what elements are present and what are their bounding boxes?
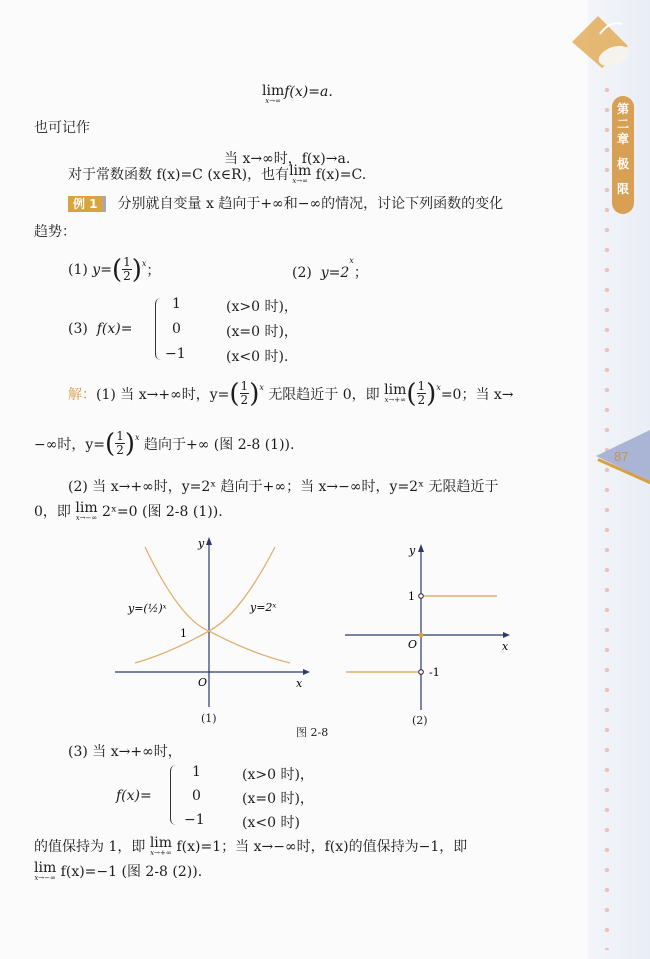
solution-p3-line2 xyxy=(34,836,467,857)
dotted-margin-line xyxy=(604,80,610,950)
solution-text: 的值保持为 1，即 xyxy=(34,839,146,855)
open-point-1 xyxy=(419,594,424,599)
piecewise-brace xyxy=(155,298,164,360)
exponent: x xyxy=(436,383,441,392)
subfigure-label-2: (2) xyxy=(412,714,428,727)
chapter-tab-char: 章 xyxy=(616,132,629,146)
lim-subscript: x→∞ xyxy=(265,97,281,105)
denominator: 2 xyxy=(116,443,124,457)
lim-subscript: x→+∞ xyxy=(150,849,172,857)
solution-p3-line3 xyxy=(34,861,202,882)
half-fraction xyxy=(112,256,146,283)
paren-left: ( xyxy=(111,254,123,285)
case-value: 0 xyxy=(192,788,201,804)
y-label: y xyxy=(198,537,205,550)
paren-right: ) xyxy=(131,254,142,285)
half-fraction xyxy=(406,380,440,407)
x-label: x xyxy=(502,640,509,653)
solution-text: (1) 当 x→+∞时，y= xyxy=(96,386,230,403)
graph-sign-function xyxy=(340,540,520,720)
lim-text: lim xyxy=(149,835,173,851)
origin-label: O xyxy=(198,676,208,689)
subfigure-label-1: (1) xyxy=(201,712,217,725)
lim-text: lim xyxy=(262,83,285,99)
case-value: 1 xyxy=(192,764,201,780)
example-label: 例 1 xyxy=(68,196,106,212)
chapter-tab-char: 极 xyxy=(616,157,629,171)
case-value: −1 xyxy=(165,346,186,362)
fraction xyxy=(115,430,125,457)
solution-p2-line1: (2) 当 x→+∞时，y=2ˣ 趋向于+∞；当 x→−∞时，y=2ˣ 无限趋近于 xyxy=(68,479,499,495)
exponent: x xyxy=(135,433,140,442)
solution-p1-line2 xyxy=(34,430,294,457)
example-text: 分别就自变量 x 趋向于+∞和−∞的情况，讨论下列函数的变化 xyxy=(117,196,504,212)
solution-text: 趋向于+∞ (图 2-8 (1)). xyxy=(143,436,295,453)
lim-text: lim xyxy=(384,382,407,398)
figure-caption: 图 2-8 xyxy=(296,726,329,739)
label-half-pow-x: y=(½)ˣ xyxy=(128,602,167,615)
lim-op xyxy=(289,164,311,185)
solution-p3-line1: (3) 当 x→+∞时， xyxy=(68,744,182,760)
also-written-text: 也可记作 xyxy=(34,120,90,136)
numerator: 1 xyxy=(240,379,249,393)
numerator: 1 xyxy=(417,379,426,393)
lim-subscript: x→−∞ xyxy=(75,514,98,522)
example-1-line1 xyxy=(68,193,503,213)
solution-text: 0，即 xyxy=(34,504,71,520)
const-fn-post: f(x)=C. xyxy=(311,167,367,183)
const-fn-pre: 对于常数函数 f(x)=C (x∈R)，也有 xyxy=(68,167,290,183)
item-number: (1) xyxy=(68,261,88,278)
case-condition: (x<0 时) xyxy=(242,815,300,831)
equation-arrow: 当 x→∞时，f(x)→a. xyxy=(224,151,351,167)
case-condition: (x=0 时)， xyxy=(242,791,314,807)
denominator: 2 xyxy=(417,393,426,407)
lim-op xyxy=(75,501,97,522)
exponent: x xyxy=(349,256,354,265)
chapter-tab-char: 第 xyxy=(616,102,629,116)
item-number: (3) xyxy=(68,321,88,337)
lim-text: lim xyxy=(34,860,57,876)
paren-left: ( xyxy=(229,378,240,409)
lim-text: lim xyxy=(75,500,98,516)
item-end: ； xyxy=(353,265,368,281)
y-label: y xyxy=(409,544,416,557)
chapter-tab-char: 限 xyxy=(616,182,629,196)
case-condition: (x>0 时)， xyxy=(226,299,298,315)
half-fraction xyxy=(105,430,139,457)
solution-p1-line1 xyxy=(68,380,514,407)
exponent: x xyxy=(259,383,264,392)
case-value: 1 xyxy=(172,296,181,312)
example-item-2 xyxy=(292,256,368,282)
fraction xyxy=(240,380,250,407)
solution-text: =0；当 x→ xyxy=(440,386,514,403)
paren-left: ( xyxy=(406,378,417,409)
origin-label: O xyxy=(408,638,418,651)
solution-label: 解： xyxy=(68,386,96,403)
denominator: 2 xyxy=(123,269,131,283)
lim-op xyxy=(262,84,284,105)
tick-1: 1 xyxy=(180,627,187,640)
paren-left: ( xyxy=(105,428,116,459)
lim-subscript: x→+∞ xyxy=(384,396,406,404)
numerator: 1 xyxy=(123,255,131,269)
equation-limit xyxy=(262,84,333,105)
lim-op xyxy=(34,861,56,882)
x-arrow-icon xyxy=(503,632,510,638)
fraction xyxy=(417,380,427,407)
paren-right: ) xyxy=(426,378,437,409)
equation-rest: f(x)=a. xyxy=(284,84,333,100)
lim-subscript: x→−∞ xyxy=(34,874,56,882)
solution-p2-line2 xyxy=(34,501,223,522)
piecewise-brace xyxy=(170,765,179,825)
p3-lhs: f(x)= xyxy=(116,788,152,804)
page-number: 87 xyxy=(614,449,629,464)
example-1-line2: 趋势： xyxy=(34,224,76,240)
lim-op xyxy=(150,836,172,857)
paren-right: ) xyxy=(249,378,260,409)
label-2-pow-x: y=2ˣ xyxy=(250,601,277,614)
item-expr: y= xyxy=(92,261,112,278)
case-value: −1 xyxy=(184,812,205,828)
tick-1: 1 xyxy=(408,590,415,603)
constant-function-text xyxy=(68,164,366,185)
exponent: x xyxy=(141,259,147,268)
item-lhs: f(x)= xyxy=(96,321,133,337)
open-point-neg1 xyxy=(419,670,424,675)
solution-text: −∞时，y= xyxy=(34,436,106,453)
tick-neg1: -1 xyxy=(429,666,440,679)
solution-text: 无限趋近于 0，即 xyxy=(268,386,380,403)
half-fraction xyxy=(229,380,263,407)
chapter-tab xyxy=(612,96,634,214)
chapter-tab-char: 二 xyxy=(616,117,629,131)
example-item-1 xyxy=(68,256,160,283)
decorative-mouse-icon xyxy=(570,12,630,70)
lim-text: lim xyxy=(289,163,312,179)
item-expr: y=2 xyxy=(320,265,350,281)
paren-right: ) xyxy=(124,428,135,459)
case-value: 0 xyxy=(172,321,181,337)
solution-text: 2ˣ=0 (图 2-8 (1)). xyxy=(97,504,223,520)
item-end: ； xyxy=(146,262,161,279)
x-label: x xyxy=(296,677,303,690)
graph-exponential xyxy=(110,535,310,710)
closed-point-origin xyxy=(419,633,424,638)
denominator: 2 xyxy=(240,393,249,407)
x-arrow-icon xyxy=(303,669,310,675)
solution-text: f(x)=1；当 x→−∞时，f(x)的值保持为−1，即 xyxy=(172,839,468,855)
item-number: (2) xyxy=(292,265,312,281)
case-condition: (x<0 时). xyxy=(226,349,289,365)
fraction xyxy=(122,256,132,283)
case-condition: (x=0 时)， xyxy=(226,324,298,340)
case-condition: (x>0 时)， xyxy=(242,767,314,783)
y-arrow-icon xyxy=(206,537,212,545)
y-arrow-icon xyxy=(418,544,424,552)
solution-text: f(x)=−1 (图 2-8 (2)). xyxy=(56,864,203,880)
numerator: 1 xyxy=(116,429,124,443)
example-item-3 xyxy=(68,321,132,337)
lim-op xyxy=(384,383,406,404)
lim-subscript: x→∞ xyxy=(292,177,309,185)
